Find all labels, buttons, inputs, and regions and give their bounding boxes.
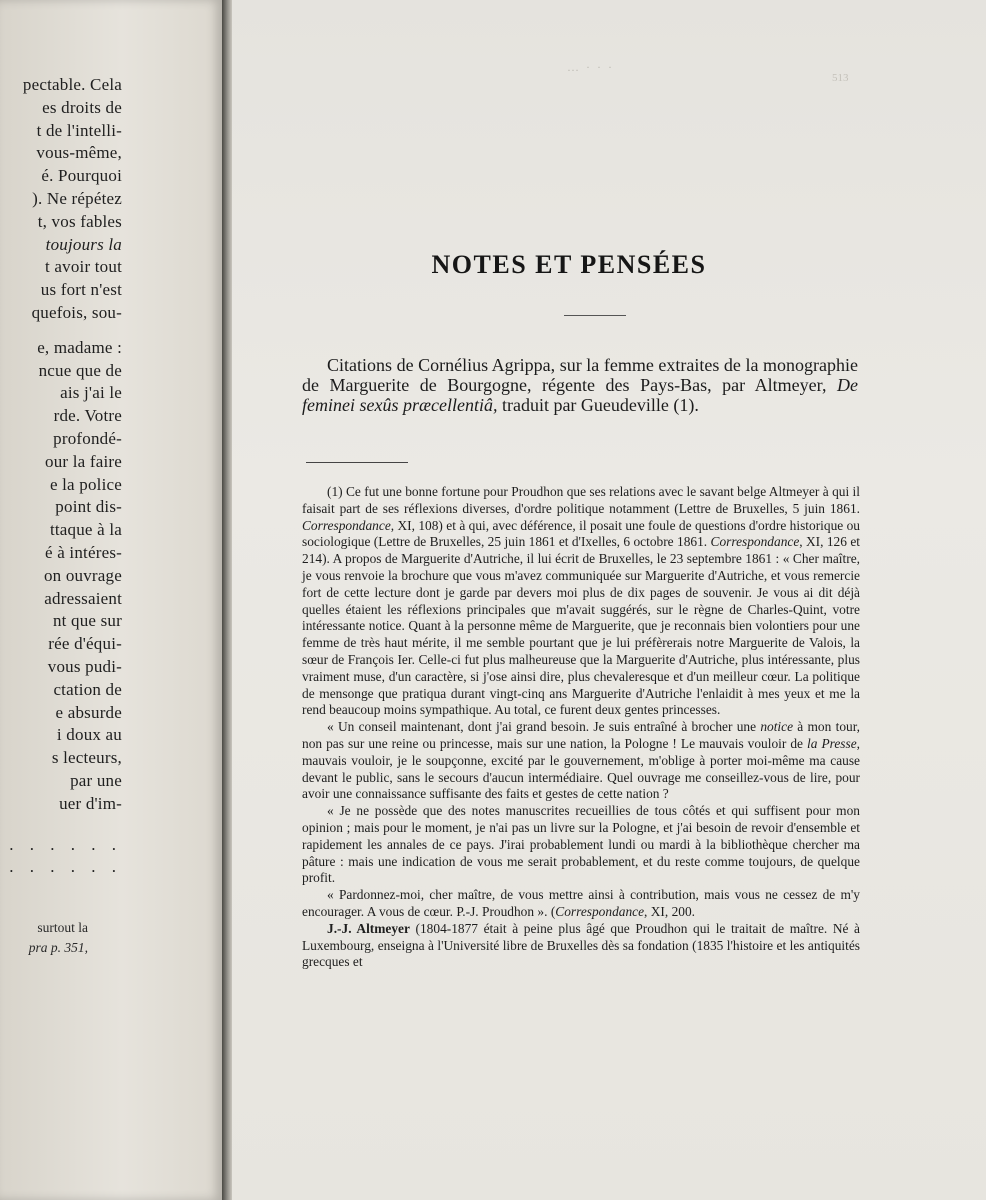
left-page-line: ais j'ai le <box>60 383 122 403</box>
italic-text: Correspondance <box>555 903 645 919</box>
left-page-line: i doux au <box>56 725 122 745</box>
left-page-line: rde. Votre <box>53 406 122 426</box>
footnote-text: « Pardonnez-moi, cher maître, de vous mettre ainsi à contribution, mais vous ne cessez de m'y encourager. A vous de cœur. P.-J. Proudhon ». ( <box>302 887 860 919</box>
intro-paragraph <box>302 355 858 415</box>
left-page-line: rée d'équi- <box>48 634 122 654</box>
title-divider <box>564 315 626 316</box>
left-page-line: t avoir tout <box>45 257 122 277</box>
left-page-line: ncue que de <box>38 360 122 380</box>
left-page-footnote <box>29 918 88 958</box>
footnotes <box>302 484 860 971</box>
italic-text: notice <box>760 719 794 735</box>
left-page-line: é à intéres- <box>45 542 122 562</box>
footnote-1 <box>302 484 860 719</box>
left-page-line: point dis- <box>55 497 122 517</box>
footnote-text: (1804-1877 était à peine plus âgé que Proudhon qui le traitait de maître. Né à Luxembourg, enseigna à l'Université libre de Bruxelles dès sa fondation (1835 l'histoire et les antiquités grecques et <box>302 920 860 970</box>
footnote-text: à mon tour, non pas sur une reine ou princesse, mais sur une nation, la Pologne ! Le mauvais vouloir de <box>302 719 860 751</box>
left-page-line: toujours la <box>45 234 122 254</box>
footnote-text: « Un conseil maintenant, dont j'ai grand besoin. Je suis entraîné à brocher une <box>327 719 761 735</box>
footnote-text: , XI, 108) et à qui, avec déférence, il posait une foule de questions d'ordre historique ou sociologique (Lettre de Bruxelles, 25 juin 1861 et d'Ixelles, 6 octobre 1861. <box>302 517 860 550</box>
footnote-biography <box>302 921 860 971</box>
italic-text: la Presse <box>807 735 857 751</box>
intro-text-end: traduit par Gueudeville (1). <box>497 395 699 415</box>
left-page-line: s lecteurs, <box>51 748 122 768</box>
left-page-line: es droits de <box>42 97 122 117</box>
footnote-text: , mauvais vouloir, je le soupçonne, excité par le gouvernement, m'oblige à porter moi-même ma cause devant le public, sans le secours d'aucun intermédiaire. Quel ouvrage me conseillez-vous de lire, pour avoir une connaissance suffisante des faits et gestes de cette nation ? <box>302 735 861 802</box>
italic-text: Correspondance <box>710 534 800 550</box>
book-gutter <box>222 0 232 1200</box>
left-page-line: ttaque à la <box>49 520 122 540</box>
footnote-text: , XI, 126 et 214). A propos de Marguerite d'Autriche, il lui écrit de Bruxelles, le 23 septembre 1861 : « Cher maître, je vous renvoie la brochure que vous m'avez communiquée sur Marguerite d'Autriche, et vous remercie fort de cette lecture dont je garde par devers moi plus de dix pages de souvenir. Je vous ai dit déjà quelles étaient les réflexions principales que m'avait suggérés, sur le règne de Charles-Quint, votre intéressante notice. Quant à la personne même de Marguerite, que je reconnais bien volontiers pour une femme de très haut mérite, il me semble pourtant que je lui préfèrerais notre Marguerite de Valois, la sœur de François Ier. Celle-ci fut plus malheureuse que la Marguerite d'Autriche, plus intéressante, plus vraiment muse, d'un caractère, si j'ose ainsi dire, plus chevaleresque et d'un meilleur cœur. La politique de mensonge que pratiqua durant vingt-cinq ans Marguerite d'Autriche l'enlaidit à mes yeux et me la rend beaucoup moins sympathique. Au total, ce furent deux gentes princesses. <box>302 534 860 718</box>
left-page-line: ). Ne répétez <box>32 188 122 208</box>
left-page <box>0 0 222 1200</box>
footnote-text: « Je ne possède que des notes manuscrites recueillies de tous côtés et qui suffisent pour mon opinion ; mais pour le moment, je n'ai pas un livre sur la Pologne, et j'ai besoin de revoir d'ensemble et rapidement les annales de ce pays. J'irai probablement lundi ou mardi à la bibliothèque chercher ma pâture : mais une indication de vous me serait probablement, et du reste comme toujours, de quelque profit. <box>302 803 860 886</box>
footnote-quote-paragraph <box>302 803 860 887</box>
left-page-text <box>9 74 122 879</box>
right-page <box>232 0 986 1200</box>
left-page-line: e la police <box>49 474 122 494</box>
left-page-line: us fort n'est <box>40 280 122 300</box>
left-footnote-line: pra p. 351, <box>28 940 88 955</box>
left-page-line: our la faire <box>45 451 122 471</box>
intro-italic-title: De feminei sexûs præcellentiâ, <box>302 375 858 415</box>
left-page-line: on ouvrage <box>43 565 122 585</box>
left-page-line: quefois, sou- <box>31 302 122 322</box>
left-page-line: é. Pourquoi <box>41 166 122 186</box>
page-title: NOTES ET PENSÉES <box>431 250 707 279</box>
left-page-line: . . . . . . <box>9 834 122 854</box>
paragraph-gap <box>9 816 122 834</box>
left-page-line: uer d'im- <box>59 793 122 813</box>
intro-text: Citations de Cornélius Agrippa, sur la femme extraites de la monographie de Marguerite de Bourgogne, régente des Pays-Bas, par Altmeyer, <box>302 355 858 395</box>
left-page-line: ctation de <box>53 679 122 699</box>
left-page-line: adressaient <box>44 588 122 608</box>
left-footnote-line: surtout la <box>37 920 88 935</box>
footnote-text: (1) Ce fut une bonne fortune pour Proudhon que ses relations avec le savant belge Altmeyer à qui il faisait part de ses réflexions diverses, d'ordre politique notamment (Lettre de Bruxelles, 5 juin 1861. <box>302 484 860 516</box>
left-page-line: t de l'intelli- <box>36 120 122 140</box>
footnote-quote-paragraph <box>302 887 860 921</box>
bold-name: J.-J. Altmeyer <box>327 920 410 936</box>
footnote-divider <box>306 462 408 463</box>
left-page-line: vous pudi- <box>47 656 122 676</box>
left-page-line: par une <box>70 770 122 790</box>
left-page-line: e absurde <box>55 702 122 722</box>
left-page-line: vous-même, <box>36 143 122 163</box>
faint-pencil-mark: … · · · <box>567 60 614 74</box>
left-page-line: . . . . . . <box>9 857 122 877</box>
paragraph-gap <box>9 325 122 337</box>
left-page-line: profondé- <box>53 428 122 448</box>
italic-text: Correspondance <box>302 517 391 533</box>
footnote-quote-paragraph <box>302 719 860 803</box>
left-page-line: t, vos fables <box>37 211 122 231</box>
left-page-line: e, madame : <box>37 337 122 357</box>
left-page-line: pectable. Cela <box>22 75 122 94</box>
faint-page-number: 513 <box>832 72 849 84</box>
left-page-line: nt que sur <box>52 611 122 631</box>
footnote-text: , XI, 200. <box>644 903 696 919</box>
